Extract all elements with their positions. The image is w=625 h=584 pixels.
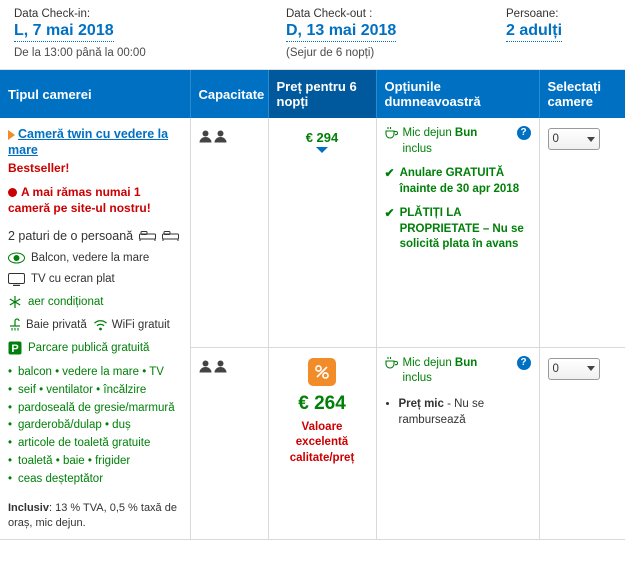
facility-label: aer condiționat: [28, 295, 104, 308]
room-type-cell: [0, 118, 190, 540]
checkout-block: [272, 8, 492, 59]
room-quantity-value: 0: [552, 362, 559, 375]
inclusive-text: : 13 % TVA, 0,5 % taxă de oraș, mic dejun.: [8, 501, 177, 529]
facility-label: Parcare publică gratuită: [28, 341, 150, 354]
room-quantity-value: 0: [552, 133, 559, 145]
facility-balcony-sea-view: [8, 252, 182, 264]
facility-label: TV cu ecran plat: [31, 273, 115, 286]
header-capacity: Capacitate: [190, 70, 268, 118]
bed-label: 2 paturi de o persoană: [8, 228, 134, 243]
chevron-down-icon: [587, 137, 595, 142]
header-options: Opțiunile dumneavoastră: [376, 70, 539, 118]
persons-label: Persoane:: [506, 8, 559, 20]
facility-flat-tv: [8, 273, 182, 286]
options-cell: [376, 347, 539, 539]
list-item: • garderobă/dulap • duș: [8, 417, 182, 435]
facility-free-public-parking: [8, 341, 182, 355]
checkin-label: Data Check-in:: [14, 8, 91, 20]
room-quantity-select[interactable]: [548, 358, 600, 380]
header-price: Preț pentru 6 nopți: [268, 70, 376, 118]
option-pay-at-property-text: PLĂTIȚI LA PROPRIETATE – Nu se solicită plata în avans: [399, 207, 524, 251]
option-free-cancellation: [385, 166, 531, 197]
opt-bold: Bun: [454, 356, 478, 369]
deal-badge-icon: [308, 358, 336, 386]
price-cell: [268, 118, 376, 347]
chevron-down-icon: [587, 366, 595, 371]
room-quantity-select[interactable]: [548, 128, 600, 150]
stay-length: (Sejur de 6 nopți): [286, 47, 375, 59]
list-item: • toaletă • baie • frigider: [8, 453, 182, 471]
option-breakfast-text: [403, 126, 508, 157]
list-item: • balcon • vedere la mare • TV: [8, 364, 182, 382]
price-cell: [268, 347, 376, 539]
eye-icon: [8, 252, 25, 264]
select-rooms-cell: [539, 347, 625, 539]
list-item: • ceas deșteptător: [8, 471, 182, 489]
header-select-rooms: Selectați camere: [539, 70, 625, 118]
facility-inline-group: [8, 318, 182, 332]
help-icon[interactable]: ?: [517, 356, 531, 370]
guests-icon: [199, 360, 227, 373]
snowflake-icon: [8, 295, 22, 309]
table-header: [0, 70, 625, 118]
facility-free-wifi: [93, 319, 170, 331]
scarcity-text: A mai rămas numai 1 cameră pe site-ul nostru!: [8, 184, 151, 215]
bed-configuration: [8, 229, 182, 243]
breakfast-icon: [385, 356, 398, 369]
opt-pre: Mic dejun: [402, 127, 455, 139]
rooms-table: [0, 70, 625, 540]
price-value: € 264: [298, 392, 346, 414]
price-caret-icon: [316, 147, 328, 153]
wifi-icon: [93, 319, 108, 331]
breakfast-icon: [385, 126, 398, 139]
inclusive-taxes-note: [8, 501, 182, 532]
persons-block: [492, 8, 625, 59]
checkin-block: [0, 8, 272, 59]
checkin-hours: De la 13:00 până la 00:00: [14, 47, 146, 59]
single-bed-icon: [162, 230, 179, 241]
single-bed-icon: [139, 230, 156, 241]
amenities-list: [8, 364, 182, 489]
options-cell: [376, 118, 539, 347]
facility-private-bathroom: [8, 318, 87, 332]
checkin-date-value[interactable]: L, 7 mai 2018: [14, 22, 114, 42]
date-summary-bar: [0, 0, 625, 70]
option-free-cancellation-text: Anulare GRATUITĂ înainte de 30 apr 2018: [399, 167, 520, 195]
option-pay-at-property: [385, 206, 531, 253]
opt-bold: Bun: [454, 127, 478, 139]
option-bullets: [385, 396, 531, 428]
option-breakfast-text: [403, 356, 508, 387]
check-icon: ✔: [384, 206, 395, 221]
opt-post: inclus: [402, 372, 432, 385]
room-name-text: Cameră twin cu vedere la mare: [8, 127, 169, 158]
chevron-right-icon: [8, 130, 15, 140]
capacity-cell: [190, 347, 268, 539]
help-icon[interactable]: ?: [517, 126, 531, 140]
checkout-label: Data Check-out :: [286, 8, 373, 20]
room-name-link[interactable]: [8, 126, 182, 159]
check-icon: ✔: [384, 166, 395, 181]
capacity-cell: [190, 118, 268, 347]
list-item: • pardoseală de gresie/marmură: [8, 400, 182, 418]
opt-pre: Mic dejun: [402, 356, 455, 369]
checkout-date-value[interactable]: D, 13 mai 2018: [286, 22, 396, 42]
bestseller-badge: Bestseller!: [8, 160, 70, 175]
parking-icon: [8, 341, 22, 355]
header-room-type: Tipul camerei: [0, 70, 190, 118]
list-item: [399, 396, 531, 428]
opt-post: inclus: [402, 142, 432, 155]
svg-text:P: P: [11, 342, 19, 355]
alert-dot-icon: [8, 188, 17, 197]
tv-icon: [8, 273, 25, 286]
price-value: € 294: [305, 130, 339, 145]
list-item: • articole de toaletă gratuite: [8, 435, 182, 453]
facility-air-conditioning: [8, 295, 182, 309]
facility-label: Balcon, vedere la mare: [31, 251, 150, 264]
option-breakfast: [385, 126, 531, 157]
list-item: • seif • ventilator • încălzire: [8, 382, 182, 400]
select-rooms-cell: [539, 118, 625, 347]
table-row: [0, 118, 625, 347]
guests-icon: [199, 130, 227, 143]
option-breakfast: [385, 356, 531, 387]
scarcity-message: [8, 184, 182, 216]
facility-label: Baie privată: [26, 318, 87, 331]
facility-label: WiFi gratuit: [111, 318, 170, 331]
low-price-rest: - Nu se rambursează: [398, 397, 485, 427]
low-price-label: Preț mic: [398, 397, 444, 410]
inclusive-label: Inclusiv: [8, 501, 49, 514]
shower-icon: [8, 318, 22, 332]
value-deal-note: Valoare excelentă calitate/preț: [289, 420, 355, 464]
persons-value[interactable]: 2 adulți: [506, 22, 562, 42]
